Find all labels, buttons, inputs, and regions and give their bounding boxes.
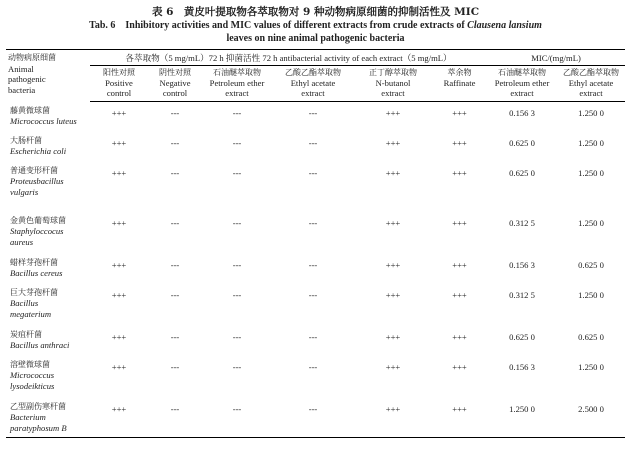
value-cell: +++ bbox=[90, 398, 148, 438]
value-cell: --- bbox=[170, 108, 180, 118]
value-cell: +++ bbox=[452, 289, 467, 300]
organism-header-en-1: Animal bbox=[8, 63, 34, 74]
value-cell: +++ bbox=[111, 167, 127, 178]
table-body bbox=[6, 102, 625, 438]
value-cell: +++ bbox=[452, 137, 467, 148]
organism-name-sci: lysodeikticus bbox=[10, 380, 55, 391]
table-row bbox=[6, 162, 625, 212]
value-cell: --- bbox=[308, 331, 318, 342]
value-cell: +++ bbox=[452, 167, 467, 178]
column-header-zh: 石油醚萃取物 bbox=[498, 68, 547, 77]
value-cell: --- bbox=[308, 137, 318, 148]
organism-header-zh: 动物病原细菌 bbox=[8, 53, 56, 62]
value-cell: --- bbox=[170, 259, 180, 270]
column-header-7 bbox=[487, 66, 557, 102]
value-cell: --- bbox=[202, 398, 272, 438]
value-cell: +++ bbox=[111, 259, 127, 270]
value-cell: --- bbox=[308, 108, 318, 118]
value-cell: 1.250 0 bbox=[578, 289, 604, 300]
organism-name-zh: 蜡样芽孢杆菌 bbox=[10, 257, 58, 267]
value-cell: 0.156 3 bbox=[509, 108, 535, 118]
value-cell: --- bbox=[232, 361, 242, 372]
organism-cell bbox=[6, 102, 90, 132]
value-cell: 0.625 0 bbox=[578, 259, 604, 270]
column-header-6 bbox=[432, 66, 487, 102]
column-header-en: extract bbox=[381, 88, 405, 98]
organism-cell bbox=[6, 212, 90, 254]
column-header-en: extract bbox=[579, 88, 603, 98]
value-cell: 0.625 0 bbox=[578, 331, 604, 342]
organism-cell bbox=[6, 284, 90, 326]
column-header-zh: 乙酸乙酯萃取物 bbox=[285, 68, 341, 77]
value-cell: --- bbox=[232, 137, 242, 148]
column-header-zh: 阴性对照 bbox=[159, 68, 191, 77]
table-caption-en-line2: leaves on nine animal pathogenic bacteria bbox=[226, 33, 405, 44]
value-cell: --- bbox=[232, 108, 242, 118]
column-header-en: extract bbox=[510, 88, 534, 98]
value-cell: +++ bbox=[385, 331, 401, 342]
activity-group-header: 各萃取物（5 mg/mL）72 h 抑菌活性 72 h antibacterial activity of each extract（5 mg/mL） bbox=[90, 50, 487, 66]
value-cell: --- bbox=[232, 289, 242, 300]
organism-name-sci: Bacillus bbox=[10, 298, 39, 308]
value-cell: --- bbox=[170, 289, 180, 300]
value-cell: +++ bbox=[111, 331, 127, 342]
value-cell: --- bbox=[232, 167, 242, 178]
column-header-4 bbox=[272, 66, 354, 102]
table-caption-en bbox=[6, 19, 625, 32]
organism-cell bbox=[6, 356, 90, 398]
value-cell: 1.250 0 bbox=[578, 167, 604, 178]
value-cell: +++ bbox=[385, 108, 401, 118]
column-header-en: control bbox=[106, 88, 132, 98]
table-row bbox=[6, 356, 625, 398]
value-cell: 0.625 0 bbox=[509, 167, 535, 178]
value-cell: --- bbox=[170, 167, 180, 178]
table-row bbox=[6, 212, 625, 254]
value-cell: 1.250 0 bbox=[487, 398, 557, 438]
value-cell: +++ bbox=[111, 217, 127, 228]
column-header-en: Petroleum ether bbox=[209, 78, 265, 88]
table-row bbox=[6, 102, 625, 132]
value-cell: 1.250 0 bbox=[578, 137, 604, 148]
value-cell: 0.156 3 bbox=[509, 361, 535, 372]
column-header-en: extract bbox=[225, 88, 249, 98]
organism-name-zh: 巨大芽孢杆菌 bbox=[10, 287, 58, 297]
results-table bbox=[6, 49, 625, 438]
column-header-3 bbox=[202, 66, 272, 102]
caption-en-prefix: Tab. 6 Inhibitory activities and MIC values of different extracts from crude extracts of bbox=[89, 20, 465, 31]
value-cell: 2.500 0 bbox=[557, 398, 625, 438]
value-cell: --- bbox=[170, 217, 180, 228]
value-cell: 1.250 0 bbox=[578, 108, 604, 118]
caption-en-species: Clausena lansium bbox=[467, 20, 542, 31]
value-cell: --- bbox=[232, 217, 242, 228]
value-cell: 0.625 0 bbox=[509, 137, 535, 148]
table-row bbox=[6, 284, 625, 326]
organism-name-sci: paratyphosum B bbox=[10, 422, 67, 433]
organism-cell bbox=[6, 254, 90, 284]
value-cell: +++ bbox=[432, 398, 487, 438]
column-header-zh: 正丁醇萃取物 bbox=[369, 68, 417, 77]
column-header-en: Negative bbox=[159, 78, 191, 88]
value-cell: +++ bbox=[452, 331, 467, 342]
column-header-en: Ethyl acetate bbox=[290, 78, 336, 88]
mic-group-header: MIC/(mg/mL) bbox=[487, 50, 625, 66]
table-row bbox=[6, 254, 625, 284]
table-caption-zh: 表 6 黄皮叶提取物各萃取物对 9 种动物病原细菌的抑制活性及 MIC bbox=[151, 6, 480, 18]
column-header-5 bbox=[354, 66, 432, 102]
value-cell: +++ bbox=[385, 361, 401, 372]
column-header-en: Petroleum ether bbox=[494, 78, 550, 88]
value-cell: --- bbox=[308, 167, 318, 178]
organism-header-en-2: pathogenic bbox=[8, 74, 46, 84]
column-header-zh: 萃余物 bbox=[447, 68, 472, 77]
organism-header-en-3: bacteria bbox=[8, 84, 36, 95]
column-header-en: N-butanol bbox=[375, 78, 411, 88]
subheader-row bbox=[6, 66, 625, 102]
organism-header bbox=[6, 50, 90, 102]
value-cell: +++ bbox=[111, 361, 127, 372]
organism-cell bbox=[6, 326, 90, 356]
organism-name-sci: Micrococcus luteus bbox=[10, 116, 77, 126]
value-cell: 0.312 5 bbox=[509, 289, 535, 300]
organism-name-zh: 炭疽杆菌 bbox=[10, 329, 42, 339]
column-header-en: Positive bbox=[105, 78, 133, 88]
organism-cell bbox=[6, 398, 90, 438]
value-cell: +++ bbox=[354, 398, 432, 438]
value-cell: +++ bbox=[385, 259, 401, 270]
value-cell: --- bbox=[232, 331, 242, 342]
column-header-zh: 石油醚萃取物 bbox=[213, 68, 261, 77]
organism-name-zh: 金黄色葡萄球菌 bbox=[10, 215, 66, 225]
value-cell: --- bbox=[308, 259, 318, 270]
value-cell: +++ bbox=[111, 289, 127, 300]
organism-name-sci: Bacterium bbox=[10, 412, 46, 422]
value-cell: +++ bbox=[452, 108, 467, 118]
value-cell: 0.625 0 bbox=[509, 331, 535, 342]
value-cell: +++ bbox=[385, 167, 401, 178]
organism-name-sci: Staphyloccocus bbox=[10, 226, 64, 236]
column-header-en: Ethyl acetate bbox=[568, 78, 614, 88]
value-cell: +++ bbox=[385, 137, 401, 148]
organism-cell bbox=[6, 162, 90, 212]
table-row bbox=[6, 132, 625, 162]
column-header-zh: 乙酸乙酯萃取物 bbox=[563, 68, 620, 77]
table-row bbox=[6, 398, 625, 438]
column-header-2 bbox=[148, 66, 202, 102]
value-cell: --- bbox=[232, 259, 242, 270]
value-cell: --- bbox=[148, 398, 202, 438]
organism-name-sci: aureus bbox=[10, 236, 34, 247]
organism-name-zh: 乙型副伤寒杆菌 bbox=[10, 401, 66, 411]
column-header-en: Raffinate bbox=[443, 78, 476, 88]
organism-name-sci: Bacillus cereus bbox=[10, 268, 63, 278]
table-row bbox=[6, 326, 625, 356]
organism-name-sci: Escherichia coli bbox=[10, 146, 67, 156]
organism-name-zh: 溶壁微球菌 bbox=[10, 359, 50, 369]
organism-name-sci: Micrococcus bbox=[10, 370, 55, 380]
organism-name-sci: megaterium bbox=[10, 308, 52, 319]
column-header-en: control bbox=[162, 88, 188, 98]
value-cell: 1.250 0 bbox=[578, 361, 604, 372]
value-cell: +++ bbox=[385, 289, 401, 300]
value-cell: +++ bbox=[111, 137, 127, 148]
value-cell: --- bbox=[308, 217, 318, 228]
value-cell: --- bbox=[170, 361, 180, 372]
value-cell: --- bbox=[272, 398, 354, 438]
value-cell: 1.250 0 bbox=[578, 217, 604, 228]
organism-name-sci: Proteusbacillus bbox=[10, 176, 64, 186]
value-cell: 0.156 3 bbox=[509, 259, 535, 270]
value-cell: --- bbox=[308, 289, 318, 300]
column-header-zh: 阳性对照 bbox=[103, 68, 135, 77]
value-cell: +++ bbox=[452, 217, 467, 228]
value-cell: +++ bbox=[452, 259, 467, 270]
value-cell: +++ bbox=[452, 361, 467, 372]
column-header-8 bbox=[557, 66, 625, 102]
value-cell: --- bbox=[170, 137, 180, 148]
value-cell: +++ bbox=[111, 108, 127, 118]
organism-cell bbox=[6, 132, 90, 162]
column-header-en: extract bbox=[301, 88, 325, 98]
value-cell: --- bbox=[170, 331, 180, 342]
organism-name-sci: vulgaris bbox=[10, 186, 39, 197]
value-cell: --- bbox=[308, 361, 318, 372]
value-cell: 0.312 5 bbox=[509, 217, 535, 228]
organism-name-zh: 大肠杆菌 bbox=[10, 135, 42, 145]
value-cell: +++ bbox=[385, 217, 401, 228]
column-header-1 bbox=[90, 66, 148, 102]
organism-name-sci: Bacillus anthraci bbox=[10, 340, 70, 350]
organism-name-zh: 普通变形杆菌 bbox=[10, 165, 58, 175]
organism-name-zh: 藤黄微球菌 bbox=[10, 105, 50, 115]
